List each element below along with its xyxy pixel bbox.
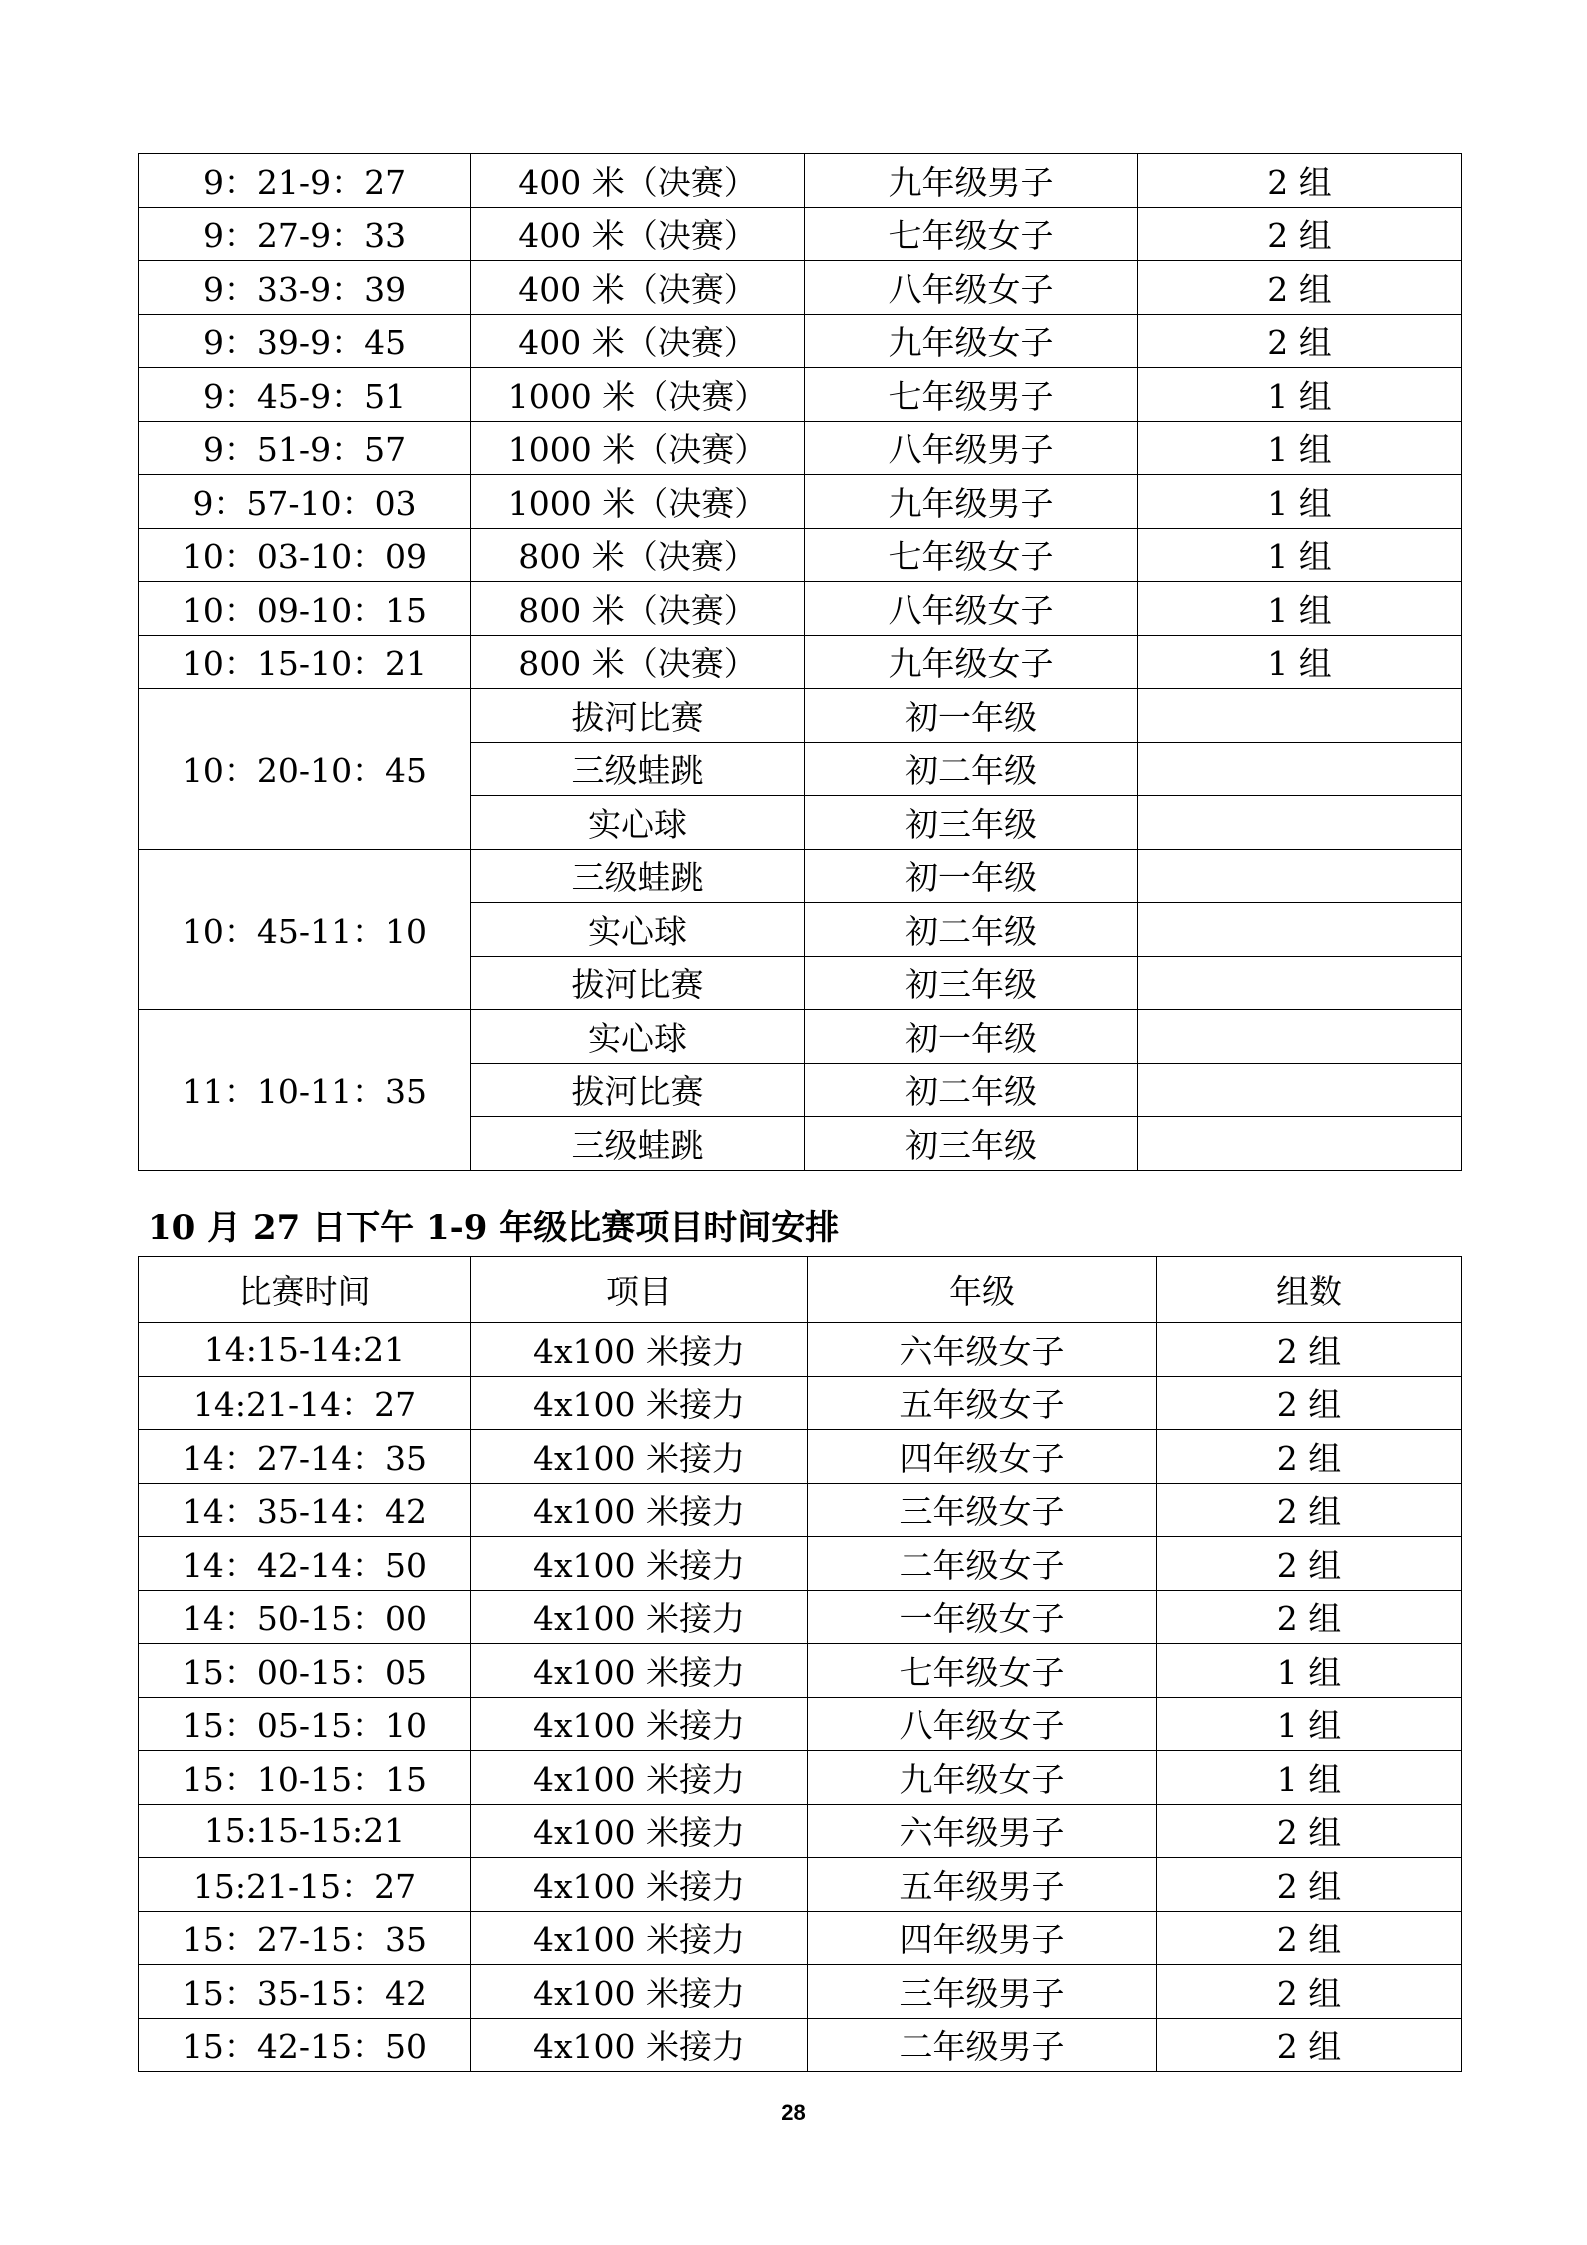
time-cell: 9：27-9：33 <box>139 207 471 261</box>
grade-cell: 九年级男子 <box>805 154 1138 208</box>
groups-cell: 2 组 <box>1157 1537 1462 1591</box>
grade-cell: 初三年级 <box>805 956 1138 1010</box>
event-cell: 4x100 米接力 <box>471 1590 808 1644</box>
table-row <box>139 1010 1462 1064</box>
grade-cell: 六年级男子 <box>808 1804 1157 1858</box>
groups-cell: 1 组 <box>1157 1751 1462 1805</box>
event-cell: 4x100 米接力 <box>471 1376 808 1430</box>
time-cell: 14：50-15：00 <box>139 1590 471 1644</box>
groups-cell <box>1138 849 1462 903</box>
time-cell: 14：27-14：35 <box>139 1430 471 1484</box>
event-cell: 4x100 米接力 <box>471 1965 808 2019</box>
event-cell: 4x100 米接力 <box>471 1858 808 1912</box>
grade-cell: 七年级女子 <box>808 1644 1157 1698</box>
time-cell: 15：10-15：15 <box>139 1751 471 1805</box>
table-row <box>139 1804 1462 1858</box>
groups-cell: 2 组 <box>1157 2018 1462 2072</box>
grade-cell: 四年级男子 <box>808 1911 1157 1965</box>
event-cell: 4x100 米接力 <box>471 1751 808 1805</box>
time-cell: 15:15-15:21 <box>139 1804 471 1858</box>
grade-cell: 八年级女子 <box>805 261 1138 315</box>
groups-cell: 2 组 <box>1157 1804 1462 1858</box>
groups-cell: 2 组 <box>1138 154 1462 208</box>
time-cell: 14:21-14：27 <box>139 1376 471 1430</box>
grade-cell: 九年级男子 <box>805 475 1138 529</box>
event-cell: 拔河比赛 <box>471 956 805 1010</box>
grade-cell: 一年级女子 <box>808 1590 1157 1644</box>
table-row <box>139 1644 1462 1698</box>
time-cell: 9：39-9：45 <box>139 314 471 368</box>
table-row <box>139 1911 1462 1965</box>
time-cell: 15：27-15：35 <box>139 1911 471 1965</box>
groups-cell: 1 组 <box>1138 528 1462 582</box>
groups-cell: 2 组 <box>1157 1430 1462 1484</box>
event-cell: 4x100 米接力 <box>471 1430 808 1484</box>
time-cell: 15：42-15：50 <box>139 2018 471 2072</box>
groups-cell: 2 组 <box>1138 207 1462 261</box>
table-row <box>139 849 1462 903</box>
event-cell: 三级蛙跳 <box>471 742 805 796</box>
grade-cell: 六年级女子 <box>808 1323 1157 1377</box>
groups-cell: 1 组 <box>1138 475 1462 529</box>
time-cell: 10：20-10：45 <box>139 689 471 850</box>
grade-cell: 初二年级 <box>805 742 1138 796</box>
time-cell: 10：45-11：10 <box>139 849 471 1010</box>
time-cell: 15：05-15：10 <box>139 1697 471 1751</box>
event-cell: 实心球 <box>471 903 805 957</box>
event-cell: 800 米（决赛） <box>471 582 805 636</box>
event-cell: 4x100 米接力 <box>471 1483 808 1537</box>
grade-cell: 初三年级 <box>805 796 1138 850</box>
grade-cell: 九年级女子 <box>808 1751 1157 1805</box>
grade-cell: 七年级男子 <box>805 368 1138 422</box>
time-cell: 10：03-10：09 <box>139 528 471 582</box>
time-cell: 9：57-10：03 <box>139 475 471 529</box>
page-number: 28 <box>781 2100 806 2125</box>
grade-cell: 八年级男子 <box>805 421 1138 475</box>
event-cell: 1000 米（决赛） <box>471 475 805 529</box>
event-cell: 400 米（决赛） <box>471 261 805 315</box>
table-row <box>139 1323 1462 1377</box>
column-header: 组数 <box>1157 1257 1462 1323</box>
time-cell: 9：33-9：39 <box>139 261 471 315</box>
column-header: 项目 <box>471 1257 808 1323</box>
grade-cell: 二年级女子 <box>808 1537 1157 1591</box>
groups-cell: 2 组 <box>1157 1965 1462 2019</box>
table-row <box>139 421 1462 475</box>
groups-cell: 2 组 <box>1138 261 1462 315</box>
groups-cell: 1 组 <box>1138 635 1462 689</box>
groups-cell <box>1138 956 1462 1010</box>
event-cell: 实心球 <box>471 1010 805 1064</box>
table-row <box>139 1858 1462 1912</box>
groups-cell: 2 组 <box>1157 1858 1462 1912</box>
time-cell: 9：45-9：51 <box>139 368 471 422</box>
groups-cell: 1 组 <box>1138 582 1462 636</box>
event-cell: 4x100 米接力 <box>471 2018 808 2072</box>
event-cell: 4x100 米接力 <box>471 1911 808 1965</box>
groups-cell: 2 组 <box>1157 1483 1462 1537</box>
morning-schedule-body <box>139 154 1462 1171</box>
event-cell: 4x100 米接力 <box>471 1644 808 1698</box>
time-cell: 15：00-15：05 <box>139 1644 471 1698</box>
column-header: 年级 <box>808 1257 1157 1323</box>
time-cell: 15：35-15：42 <box>139 1965 471 2019</box>
groups-cell: 2 组 <box>1138 314 1462 368</box>
groups-cell: 2 组 <box>1157 1323 1462 1377</box>
grade-cell: 九年级女子 <box>805 635 1138 689</box>
time-cell: 10：09-10：15 <box>139 582 471 636</box>
groups-cell: 1 组 <box>1157 1697 1462 1751</box>
table-row <box>139 1537 1462 1591</box>
time-cell: 14:15-14:21 <box>139 1323 471 1377</box>
time-cell: 11：10-11：35 <box>139 1010 471 1171</box>
groups-cell <box>1138 742 1462 796</box>
groups-cell: 1 组 <box>1157 1644 1462 1698</box>
table-row <box>139 368 1462 422</box>
event-cell: 4x100 米接力 <box>471 1323 808 1377</box>
time-cell: 15:21-15：27 <box>139 1858 471 1912</box>
event-cell: 实心球 <box>471 796 805 850</box>
grade-cell: 二年级男子 <box>808 2018 1157 2072</box>
table-row <box>139 1430 1462 1484</box>
event-cell: 三级蛙跳 <box>471 849 805 903</box>
time-cell: 14：35-14：42 <box>139 1483 471 1537</box>
groups-cell: 2 组 <box>1157 1590 1462 1644</box>
table-row <box>139 1965 1462 2019</box>
column-header: 比赛时间 <box>139 1257 471 1323</box>
table-row <box>139 314 1462 368</box>
table-row <box>139 582 1462 636</box>
event-cell: 4x100 米接力 <box>471 1697 808 1751</box>
event-cell: 拔河比赛 <box>471 689 805 743</box>
table-row <box>139 475 1462 529</box>
table-row <box>139 2018 1462 2072</box>
groups-cell <box>1138 796 1462 850</box>
grade-cell: 初二年级 <box>805 1063 1138 1117</box>
time-cell: 14：42-14：50 <box>139 1537 471 1591</box>
grade-cell: 三年级女子 <box>808 1483 1157 1537</box>
table-row <box>139 261 1462 315</box>
grade-cell: 五年级女子 <box>808 1376 1157 1430</box>
event-cell: 400 米（决赛） <box>471 314 805 368</box>
event-cell: 800 米（决赛） <box>471 635 805 689</box>
table-row <box>139 1483 1462 1537</box>
table-header-row <box>139 1257 1462 1323</box>
event-cell: 1000 米（决赛） <box>471 368 805 422</box>
grade-cell: 八年级女子 <box>808 1697 1157 1751</box>
event-cell: 拔河比赛 <box>471 1063 805 1117</box>
morning-schedule-table <box>138 153 1462 1171</box>
grade-cell: 初一年级 <box>805 849 1138 903</box>
event-cell: 1000 米（决赛） <box>471 421 805 475</box>
groups-cell <box>1138 903 1462 957</box>
grade-cell: 七年级女子 <box>805 207 1138 261</box>
table-row <box>139 1751 1462 1805</box>
event-cell: 400 米（决赛） <box>471 207 805 261</box>
section-heading: 10 月 27 日下午 1-9 年级比赛项目时间安排 <box>148 1208 840 1248</box>
table-row <box>139 689 1462 743</box>
time-cell: 9：51-9：57 <box>139 421 471 475</box>
grade-cell: 七年级女子 <box>805 528 1138 582</box>
groups-cell: 2 组 <box>1157 1911 1462 1965</box>
afternoon-schedule-body <box>139 1257 1462 2072</box>
grade-cell: 初一年级 <box>805 1010 1138 1064</box>
event-cell: 4x100 米接力 <box>471 1537 808 1591</box>
groups-cell: 1 组 <box>1138 421 1462 475</box>
grade-cell: 三年级男子 <box>808 1965 1157 2019</box>
groups-cell <box>1138 1063 1462 1117</box>
groups-cell <box>1138 689 1462 743</box>
grade-cell: 四年级女子 <box>808 1430 1157 1484</box>
grade-cell: 九年级女子 <box>805 314 1138 368</box>
table-row <box>139 207 1462 261</box>
table-row <box>139 1590 1462 1644</box>
event-cell: 400 米（决赛） <box>471 154 805 208</box>
afternoon-schedule-table <box>138 1256 1462 2072</box>
grade-cell: 八年级女子 <box>805 582 1138 636</box>
table-row <box>139 528 1462 582</box>
table-row <box>139 154 1462 208</box>
time-cell: 9：21-9：27 <box>139 154 471 208</box>
table-row <box>139 1376 1462 1430</box>
table-row <box>139 635 1462 689</box>
grade-cell: 初一年级 <box>805 689 1138 743</box>
grade-cell: 初二年级 <box>805 903 1138 957</box>
event-cell: 三级蛙跳 <box>471 1117 805 1171</box>
time-cell: 10：15-10：21 <box>139 635 471 689</box>
grade-cell: 初三年级 <box>805 1117 1138 1171</box>
groups-cell <box>1138 1117 1462 1171</box>
groups-cell: 2 组 <box>1157 1376 1462 1430</box>
table-row <box>139 1697 1462 1751</box>
groups-cell: 1 组 <box>1138 368 1462 422</box>
event-cell: 4x100 米接力 <box>471 1804 808 1858</box>
grade-cell: 五年级男子 <box>808 1858 1157 1912</box>
event-cell: 800 米（决赛） <box>471 528 805 582</box>
groups-cell <box>1138 1010 1462 1064</box>
